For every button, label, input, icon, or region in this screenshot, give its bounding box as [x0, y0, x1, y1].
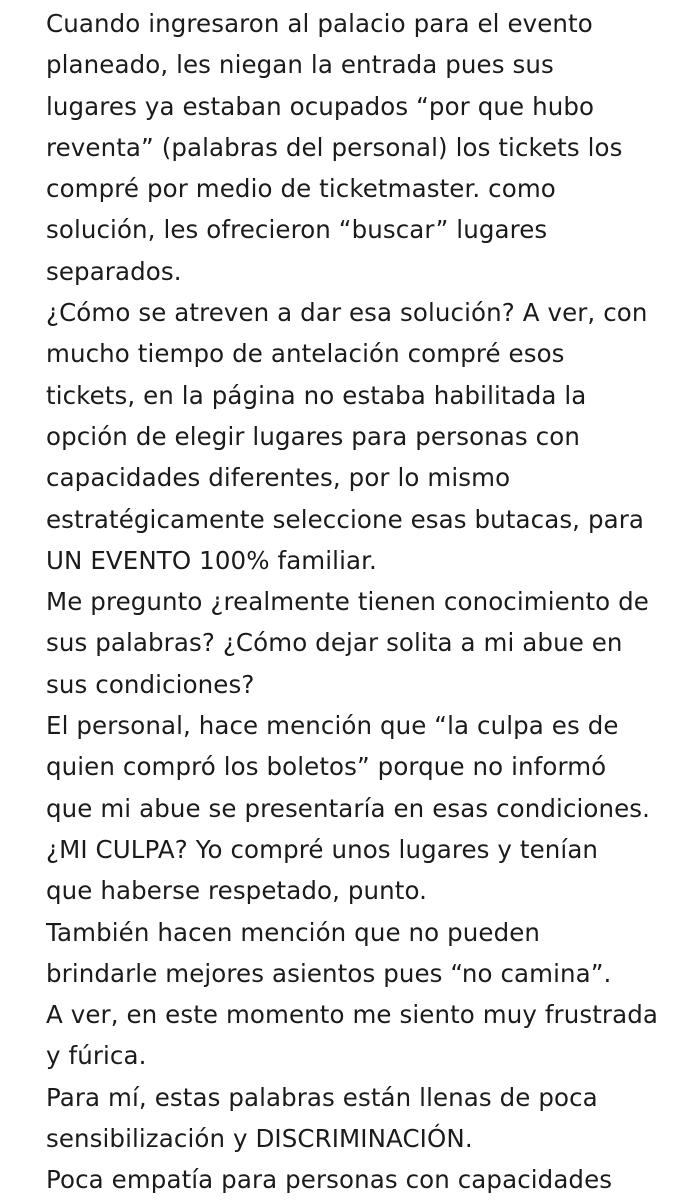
- text-line: ¿Cómo se atreven a dar esa solución? A ver, con: [46, 298, 648, 328]
- text-line: sus palabras? ¿Cómo dejar solita a mi abue en: [46, 628, 623, 658]
- text-line: Me pregunto ¿realmente tienen conocimiento de: [46, 587, 649, 617]
- text-line: que haberse respetado, punto.: [46, 876, 427, 906]
- text-line: estratégicamente seleccione esas butacas, para: [46, 504, 645, 534]
- text-line: brindarle mejores asientos pues “no camina”.: [46, 958, 612, 988]
- text-line: A ver, en este momento me siento muy frustrada: [46, 1000, 658, 1030]
- text-line: solución, les ofrecieron “buscar” lugares: [46, 215, 548, 245]
- text-line: Poca empatía para personas con capacidades: [46, 1165, 613, 1195]
- text-line: UN EVENTO 100% familiar.: [46, 545, 377, 575]
- text-line: Cuando ingresaron al palacio para el evento: [46, 9, 593, 38]
- text-line: sus condiciones?: [46, 669, 255, 699]
- text-line: opción de elegir lugares para personas con: [46, 421, 580, 451]
- text-line: sensibilización y DISCRIMINACIÓN.: [46, 1124, 473, 1154]
- text-line: compré por medio de ticketmaster. como: [46, 174, 556, 204]
- text-line: y fúrica.: [46, 1041, 147, 1071]
- text-line: separados.: [46, 256, 182, 286]
- text-line: También hacen mención que no pueden: [46, 917, 541, 947]
- text-line: que mi abue se presentaría en esas condiciones.: [46, 793, 651, 823]
- text-line: lugares ya estaban ocupados “por que hubo: [46, 91, 595, 121]
- text-line: reventa” (palabras del personal) los tickets los: [46, 132, 623, 162]
- text-line: planeado, les niegan la entrada pues sus: [46, 50, 554, 80]
- text-line: El personal, hace mención que “la culpa es de: [46, 711, 619, 741]
- text-line: quien compró los boletos” porque no informó: [46, 752, 607, 782]
- text-line: capacidades diferentes, por lo mismo: [46, 463, 511, 493]
- note-text-body: [46, 3, 678, 1201]
- text-line: tickets, en la página no estaba habilitada la: [46, 380, 587, 410]
- text-line: ¿MI CULPA? Yo compré unos lugares y tenían: [46, 834, 599, 864]
- text-line: Para mí, estas palabras están llenas de poca: [46, 1082, 598, 1112]
- text-line: mucho tiempo de antelación compré esos: [46, 339, 565, 369]
